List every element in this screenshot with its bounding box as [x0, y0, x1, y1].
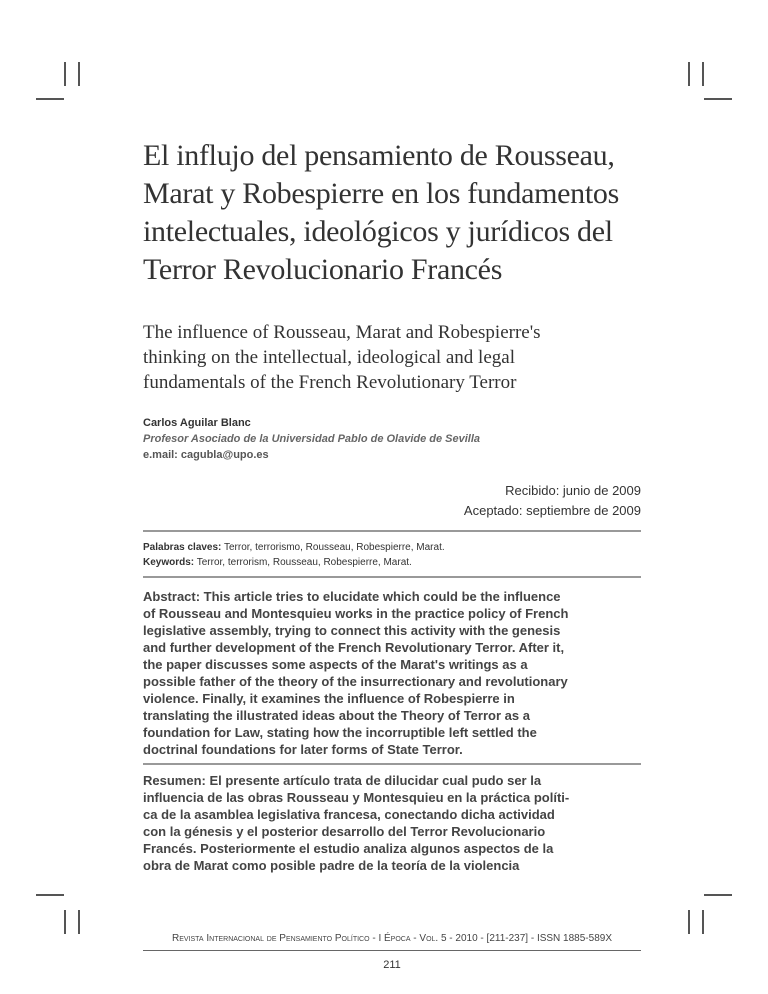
article-title [143, 137, 641, 289]
abstract-line: and further development of the French Revolutionary Terror. After it, [143, 640, 565, 655]
page-number: 211 [383, 959, 401, 971]
abstract-line: foundation for Law, stating how the incorruptible left settled the [143, 725, 537, 740]
crop-mark [702, 62, 704, 86]
abstract-line: legislative assembly, trying to connect this activity with the genesis [143, 623, 561, 638]
crop-mark [64, 62, 66, 86]
divider [143, 763, 641, 765]
crop-mark [704, 98, 732, 100]
author-email: e.mail: cagubla@upo.es [143, 449, 269, 461]
subtitle-line: fundamentals of the French Revolutionary Terror [143, 372, 517, 393]
abstract-line: of Rousseau and Montesquieu works in the practice policy of French [143, 606, 569, 621]
received-date: Recibido: junio de 2009 [505, 483, 641, 498]
abstract-line: translating the illustrated ideas about the Theory of Terror as a [143, 708, 530, 723]
crop-mark [36, 98, 64, 100]
subtitle-line: thinking on the intellectual, ideological and legal [143, 347, 515, 368]
abstract-line: the paper discusses some aspects of the Marat's writings as a [143, 657, 528, 672]
crop-mark [704, 894, 732, 896]
resumen-line: obra de Marat como posible padre de la teoría de la violencia [143, 858, 520, 873]
footer-divider [143, 950, 641, 951]
title-line: El influjo del pensamiento de Rousseau, [143, 139, 615, 172]
resumen-line: influencia de las obras Rousseau y Montesquieu en la práctica políti- [143, 790, 570, 805]
journal-footer: Revista Internacional de Pensamiento Político - I Época - Vol. 5 - 2010 - [211-237] - ISSN 1885-589X [172, 933, 612, 944]
keywords-es: Terror, terrorismo, Rousseau, Robespierre, Marat. [224, 542, 445, 553]
resumen-line: con la génesis y el posterior desarrollo del Terror Revolucionario [143, 824, 546, 839]
crop-mark [78, 62, 80, 86]
title-line: Terror Revolucionario Francés [143, 253, 503, 286]
crop-mark [688, 62, 690, 86]
keywords-en-label: Keywords: [143, 557, 195, 568]
abstract-line: possible father of the theory of the insurrectionary and revolutionary [143, 674, 568, 689]
resumen [143, 772, 641, 874]
divider [143, 530, 641, 532]
resumen-line: ca de la asamblea legislativa francesa, conectando dicha actividad [143, 807, 555, 822]
subtitle-line: The influence of Rousseau, Marat and Robespierre's [143, 322, 541, 343]
divider [143, 576, 641, 578]
keywords-es-label: Palabras claves: [143, 542, 222, 553]
crop-mark [688, 910, 690, 934]
resumen-line: Francés. Posteriormente el estudio analiza algunos aspectos de la [143, 841, 554, 856]
accepted-date: Aceptado: septiembre de 2009 [463, 503, 641, 518]
crop-mark [64, 910, 66, 934]
author-name: Carlos Aguilar Blanc [143, 417, 251, 429]
crop-mark [78, 910, 80, 934]
resumen-line: Resumen: El presente artículo trata de dilucidar cual pudo ser la [143, 773, 542, 788]
keywords [143, 540, 641, 570]
keywords-en: Terror, terrorism, Rousseau, Robespierre, Marat. [196, 557, 412, 568]
abstract-line: violence. Finally, it examines the influence of Robespierre in [143, 691, 515, 706]
dates [143, 481, 641, 521]
title-line: Marat y Robespierre en los fundamentos [143, 177, 619, 210]
crop-mark [702, 910, 704, 934]
crop-mark [36, 894, 64, 896]
article-subtitle [143, 320, 641, 395]
title-line: intelectuales, ideológicos y jurídicos del [143, 215, 613, 248]
abstract-line: doctrinal foundations for later forms of State Terror. [143, 742, 463, 757]
abstract-line: Abstract: This article tries to elucidate which could be the influence [143, 589, 561, 604]
author-affiliation: Profesor Asociado de la Universidad Pablo de Olavide de Sevilla [143, 433, 481, 445]
abstract [143, 588, 641, 758]
